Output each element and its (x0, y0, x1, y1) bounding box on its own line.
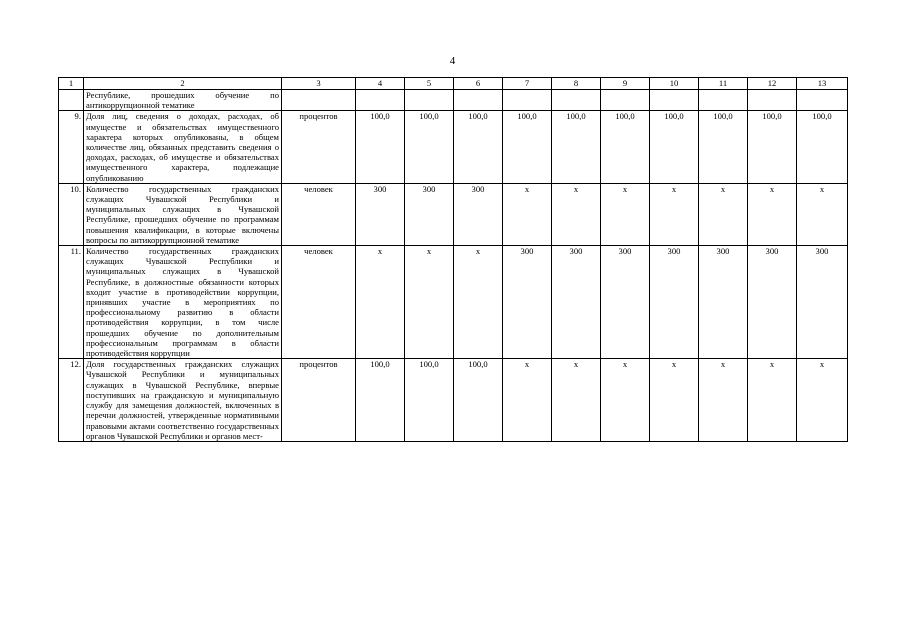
value-cell (650, 90, 699, 111)
value-cell: x (503, 183, 552, 245)
indicators-table (58, 77, 848, 442)
value-cell: x (552, 359, 601, 442)
value-cell: x (797, 183, 848, 245)
value-cell (699, 90, 748, 111)
value-cell (356, 90, 405, 111)
column-header: 3 (282, 78, 356, 90)
column-header: 5 (405, 78, 454, 90)
value-cell: x (797, 359, 848, 442)
value-cell: 300 (503, 246, 552, 359)
value-cell: 300 (699, 246, 748, 359)
table-row (59, 111, 848, 183)
value-cell: 100,0 (503, 111, 552, 183)
value-cell: x (650, 359, 699, 442)
indicator-name: Доля государственных гражданских служащих Чувашской Республики и муниципальных служащих в Чувашской Республике, впервые поступивших на гражданскую и муниципальную службу для замещения должностей, включенных в перечни должностей, утвержденные нормативными правовыми актами соответственно государственных органов Чувашской Республики и органов мест- (84, 359, 282, 442)
value-cell: 300 (601, 246, 650, 359)
column-header: 1 (59, 78, 84, 90)
value-cell: x (601, 359, 650, 442)
page-number: 4 (449, 55, 456, 67)
value-cell: 300 (405, 183, 454, 245)
value-cell: 100,0 (454, 111, 503, 183)
header-row (59, 78, 848, 90)
indicator-name: Доля лиц, сведения о доходах, расходах, об имуществе и обязательствах имущественного характера которых опубликованы, в общем количестве лиц, обязанных представить сведения о доходах, расходах, об имуществе и обязательствах имущественного характера, подлежащие опубликованию (84, 111, 282, 183)
indicator-name: Республике, прошедших обучение по антикоррупционной тематике (84, 90, 282, 111)
row-number (59, 90, 84, 111)
unit-cell: человек (282, 183, 356, 245)
value-cell (797, 90, 848, 111)
value-cell: 300 (454, 183, 503, 245)
value-cell: 100,0 (748, 111, 797, 183)
value-cell: 300 (552, 246, 601, 359)
value-cell: x (748, 359, 797, 442)
value-cell: 300 (748, 246, 797, 359)
unit-cell (282, 90, 356, 111)
value-cell: x (356, 246, 405, 359)
row-number: 11. (59, 246, 84, 359)
value-cell: 100,0 (356, 359, 405, 442)
value-cell (503, 90, 552, 111)
table-row (59, 90, 848, 111)
column-header: 12 (748, 78, 797, 90)
value-cell: 300 (797, 246, 848, 359)
value-cell (748, 90, 797, 111)
value-cell: 300 (356, 183, 405, 245)
value-cell: x (650, 183, 699, 245)
value-cell: x (748, 183, 797, 245)
value-cell: 100,0 (699, 111, 748, 183)
value-cell: 100,0 (797, 111, 848, 183)
unit-cell: человек (282, 246, 356, 359)
column-header: 8 (552, 78, 601, 90)
value-cell: 100,0 (601, 111, 650, 183)
column-header: 2 (84, 78, 282, 90)
column-header: 13 (797, 78, 848, 90)
indicator-name: Количество государственных гражданских служащих Чувашской Республики и муниципальных служащих в Чувашской Республике, прошедших обучение по программам повышения квалификации, в которые включены вопросы по антикоррупционной тематике (84, 183, 282, 245)
value-cell: 100,0 (405, 111, 454, 183)
value-cell: x (454, 246, 503, 359)
indicator-name: Количество государственных гражданских служащих Чувашской Республики и муниципальных служащих в Чувашской Республике, в должностные обязанности которых входит участие в противодействии коррупции, принявших участие в мероприятиях по профессиональному развитию в области противодействия коррупции, в том числе прошедших обучение по дополнительным профессиональным программам в области противодействия коррупции (84, 246, 282, 359)
value-cell: 100,0 (552, 111, 601, 183)
value-cell: x (601, 183, 650, 245)
column-header: 6 (454, 78, 503, 90)
column-header: 4 (356, 78, 405, 90)
value-cell (454, 90, 503, 111)
value-cell: 100,0 (405, 359, 454, 442)
table-row (59, 246, 848, 359)
column-header: 9 (601, 78, 650, 90)
value-cell: 100,0 (454, 359, 503, 442)
value-cell: 300 (650, 246, 699, 359)
table-row (59, 359, 848, 442)
value-cell: x (405, 246, 454, 359)
unit-cell: процентов (282, 111, 356, 183)
value-cell: x (699, 183, 748, 245)
value-cell (552, 90, 601, 111)
unit-cell: процентов (282, 359, 356, 442)
column-header: 10 (650, 78, 699, 90)
value-cell: x (552, 183, 601, 245)
column-header: 11 (699, 78, 748, 90)
value-cell: x (503, 359, 552, 442)
row-number: 10. (59, 183, 84, 245)
column-header: 7 (503, 78, 552, 90)
value-cell: 100,0 (650, 111, 699, 183)
row-number: 12. (59, 359, 84, 442)
value-cell: x (699, 359, 748, 442)
value-cell (601, 90, 650, 111)
row-number: 9. (59, 111, 84, 183)
table-row (59, 183, 848, 245)
value-cell: 100,0 (356, 111, 405, 183)
value-cell (405, 90, 454, 111)
